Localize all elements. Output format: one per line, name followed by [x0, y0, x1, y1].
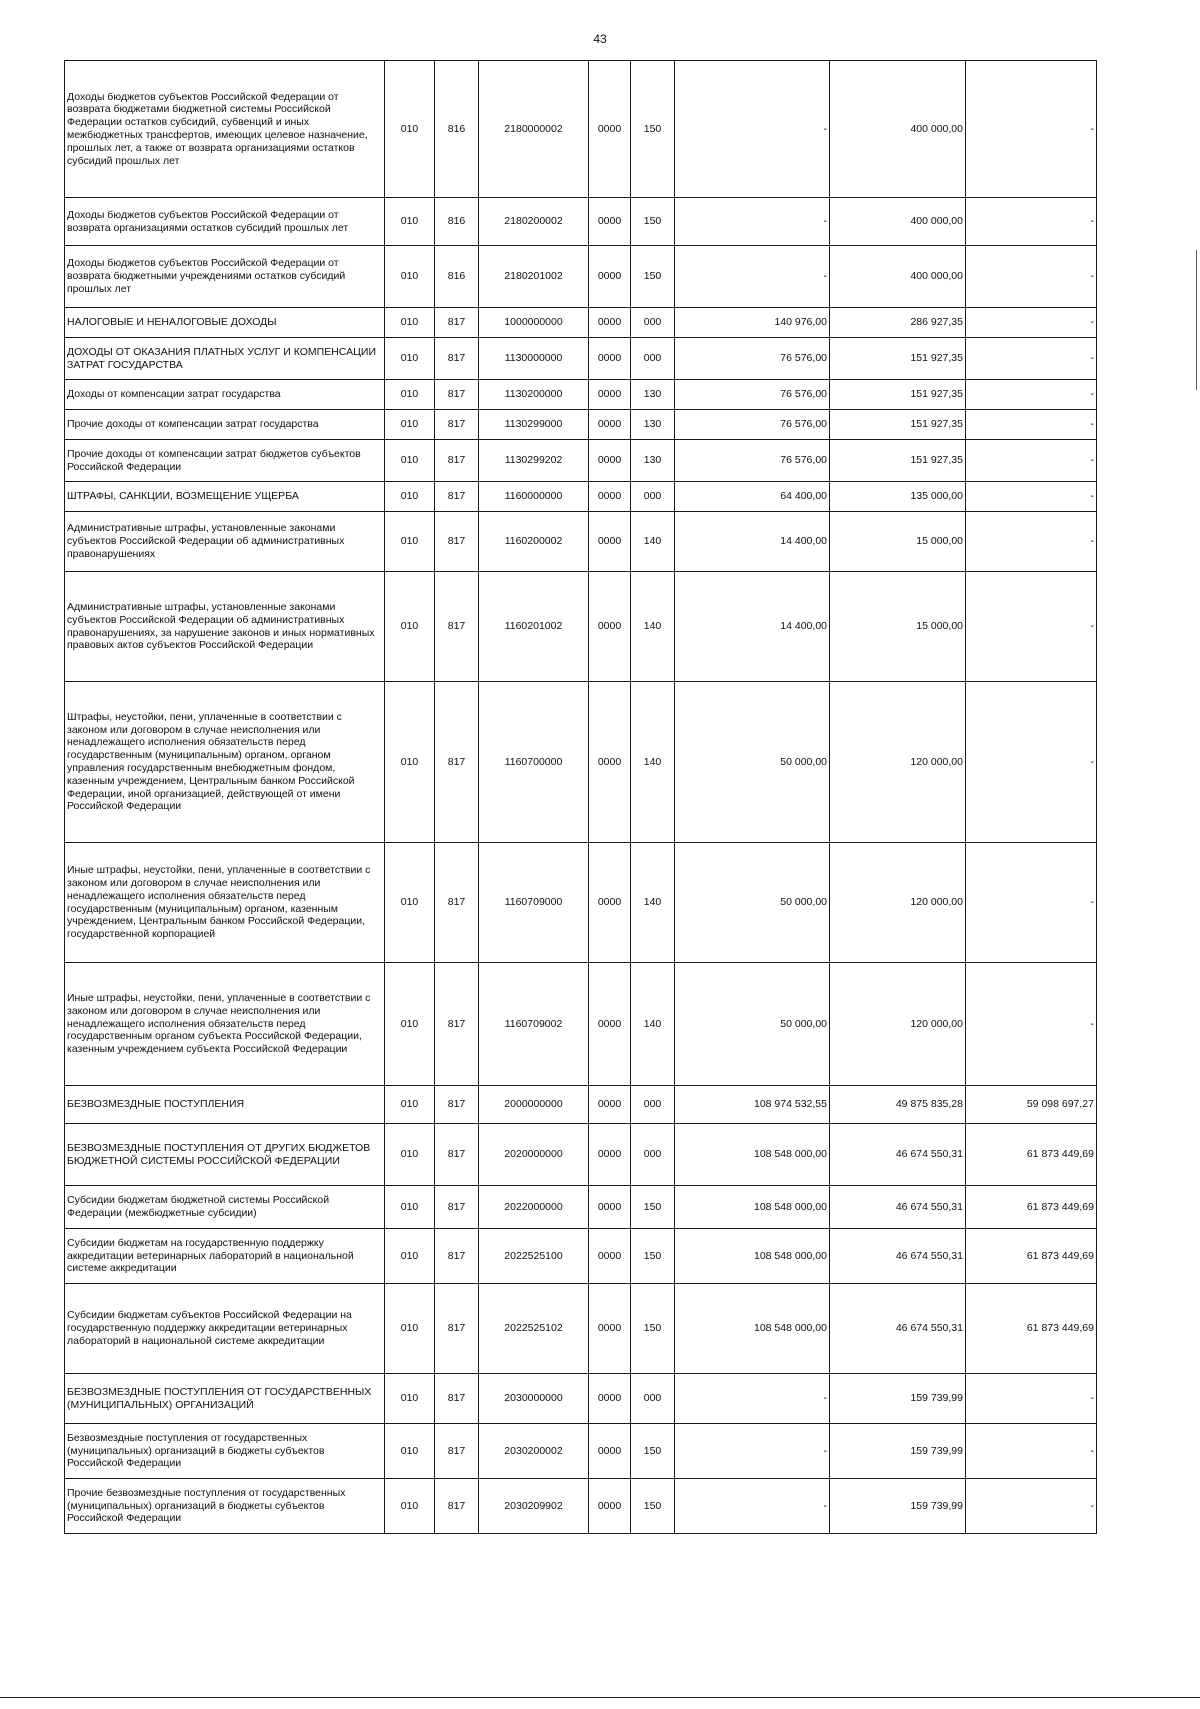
amount-cell-3: - [966, 61, 1097, 198]
amount-cell-1: 108 548 000,00 [675, 1124, 830, 1186]
code-cell-5: 150 [631, 61, 675, 198]
table-body [65, 61, 1097, 1534]
amount-cell-3: 61 873 449,69 [966, 1124, 1097, 1186]
code-cell-3: 2022525100 [479, 1229, 589, 1284]
row-name: Прочие доходы от компенсации затрат государства [65, 410, 385, 440]
row-name: Субсидии бюджетам бюджетной системы Российской Федерации (межбюджетные субсидии) [65, 1186, 385, 1229]
amount-cell-3: - [966, 482, 1097, 512]
amount-cell-1: - [675, 61, 830, 198]
code-cell-2: 817 [435, 1124, 479, 1186]
code-cell-5: 140 [631, 572, 675, 682]
amount-cell-3: 61 873 449,69 [966, 1229, 1097, 1284]
code-cell-1: 010 [385, 1479, 435, 1534]
code-cell-3: 2030209902 [479, 1479, 589, 1534]
row-name: ДОХОДЫ ОТ ОКАЗАНИЯ ПЛАТНЫХ УСЛУГ И КОМПЕНСАЦИИ ЗАТРАТ ГОСУДАРСТВА [65, 338, 385, 380]
amount-cell-2: 120 000,00 [830, 682, 966, 843]
amount-cell-3: - [966, 246, 1097, 308]
amount-cell-3: - [966, 410, 1097, 440]
amount-cell-1: 50 000,00 [675, 843, 830, 963]
code-cell-5: 130 [631, 440, 675, 482]
code-cell-5: 150 [631, 1479, 675, 1534]
code-cell-1: 010 [385, 308, 435, 338]
amount-cell-3: - [966, 1374, 1097, 1424]
table-row [65, 410, 1097, 440]
row-name: ШТРАФЫ, САНКЦИИ, ВОЗМЕЩЕНИЕ УЩЕРБА [65, 482, 385, 512]
table-row [65, 380, 1097, 410]
code-cell-2: 817 [435, 963, 479, 1086]
code-cell-1: 010 [385, 1124, 435, 1186]
code-cell-3: 2030000000 [479, 1374, 589, 1424]
code-cell-2: 817 [435, 572, 479, 682]
code-cell-1: 010 [385, 1229, 435, 1284]
code-cell-1: 010 [385, 963, 435, 1086]
amount-cell-1: 140 976,00 [675, 308, 830, 338]
table-row [65, 1124, 1097, 1186]
code-cell-3: 2180200002 [479, 198, 589, 246]
code-cell-2: 817 [435, 1086, 479, 1124]
code-cell-4: 0000 [589, 512, 631, 572]
code-cell-1: 010 [385, 682, 435, 843]
amount-cell-1: 108 548 000,00 [675, 1186, 830, 1229]
row-name: Доходы бюджетов субъектов Российской Федерации от возврата бюджетами бюджетной системы Российской Федерации остатков субсидий, субвенций и иных межбюджетных трансфертов, имеющих целевое назначение, прошлых лет, а также от возврата организациями остатков субсидий прошлых лет [65, 61, 385, 198]
row-name: Безвозмездные поступления от государственных (муниципальных) организаций в бюджеты субъектов Российской Федерации [65, 1424, 385, 1479]
amount-cell-1: 76 576,00 [675, 380, 830, 410]
amount-cell-2: 135 000,00 [830, 482, 966, 512]
row-name: БЕЗВОЗМЕЗДНЫЕ ПОСТУПЛЕНИЯ ОТ ГОСУДАРСТВЕННЫХ (МУНИЦИПАЛЬНЫХ) ОРГАНИЗАЦИЙ [65, 1374, 385, 1424]
code-cell-3: 1000000000 [479, 308, 589, 338]
row-name: Административные штрафы, установленные законами субъектов Российской Федерации об административных правонарушениях, за нарушение законов и иных нормативных правовых актов субъектов Российской Федерации [65, 572, 385, 682]
table-row [65, 512, 1097, 572]
code-cell-5: 130 [631, 380, 675, 410]
code-cell-2: 817 [435, 682, 479, 843]
amount-cell-3: - [966, 338, 1097, 380]
table-row [65, 482, 1097, 512]
row-name: БЕЗВОЗМЕЗДНЫЕ ПОСТУПЛЕНИЯ [65, 1086, 385, 1124]
code-cell-3: 2022525102 [479, 1284, 589, 1374]
table-row [65, 963, 1097, 1086]
table-row [65, 1479, 1097, 1534]
table-row [65, 1186, 1097, 1229]
code-cell-2: 817 [435, 1424, 479, 1479]
amount-cell-3: - [966, 843, 1097, 963]
row-name: Субсидии бюджетам на государственную поддержку аккредитации ветеринарных лабораторий в национальной системе аккредитации [65, 1229, 385, 1284]
code-cell-1: 010 [385, 61, 435, 198]
page-bottom-border [0, 1697, 1200, 1698]
table-row [65, 440, 1097, 482]
code-cell-3: 1160201002 [479, 572, 589, 682]
code-cell-1: 010 [385, 572, 435, 682]
table-row [65, 1229, 1097, 1284]
amount-cell-1: - [675, 198, 830, 246]
code-cell-3: 2180000002 [479, 61, 589, 198]
code-cell-4: 0000 [589, 482, 631, 512]
code-cell-3: 1130000000 [479, 338, 589, 380]
amount-cell-2: 151 927,35 [830, 380, 966, 410]
code-cell-3: 1130299202 [479, 440, 589, 482]
table-row [65, 1086, 1097, 1124]
code-cell-3: 2022000000 [479, 1186, 589, 1229]
code-cell-4: 0000 [589, 1124, 631, 1186]
amount-cell-1: 64 400,00 [675, 482, 830, 512]
amount-cell-1: 14 400,00 [675, 512, 830, 572]
amount-cell-2: 151 927,35 [830, 338, 966, 380]
code-cell-4: 0000 [589, 963, 631, 1086]
amount-cell-1: 50 000,00 [675, 963, 830, 1086]
amount-cell-3: - [966, 308, 1097, 338]
amount-cell-3: - [966, 380, 1097, 410]
code-cell-1: 010 [385, 482, 435, 512]
code-cell-5: 150 [631, 1284, 675, 1374]
code-cell-4: 0000 [589, 572, 631, 682]
amount-cell-2: 400 000,00 [830, 61, 966, 198]
code-cell-5: 000 [631, 1124, 675, 1186]
amount-cell-2: 159 739,99 [830, 1374, 966, 1424]
amount-cell-2: 286 927,35 [830, 308, 966, 338]
code-cell-4: 0000 [589, 1229, 631, 1284]
code-cell-3: 1160200002 [479, 512, 589, 572]
amount-cell-2: 400 000,00 [830, 246, 966, 308]
amount-cell-2: 49 875 835,28 [830, 1086, 966, 1124]
code-cell-2: 817 [435, 1229, 479, 1284]
code-cell-1: 010 [385, 198, 435, 246]
code-cell-3: 2000000000 [479, 1086, 589, 1124]
code-cell-2: 817 [435, 1479, 479, 1534]
amount-cell-3: - [966, 682, 1097, 843]
code-cell-3: 1160700000 [479, 682, 589, 843]
amount-cell-2: 120 000,00 [830, 963, 966, 1086]
code-cell-2: 816 [435, 61, 479, 198]
code-cell-5: 140 [631, 512, 675, 572]
amount-cell-3: 61 873 449,69 [966, 1186, 1097, 1229]
row-name: Доходы бюджетов субъектов Российской Федерации от возврата организациями остатков субсидий прошлых лет [65, 198, 385, 246]
amount-cell-2: 151 927,35 [830, 440, 966, 482]
row-name: Доходы бюджетов субъектов Российской Федерации от возврата бюджетными учреждениями остатков субсидий прошлых лет [65, 246, 385, 308]
table-row [65, 1424, 1097, 1479]
code-cell-5: 000 [631, 1086, 675, 1124]
code-cell-3: 1160000000 [479, 482, 589, 512]
amount-cell-1: - [675, 1374, 830, 1424]
code-cell-5: 000 [631, 1374, 675, 1424]
table-row [65, 338, 1097, 380]
amount-cell-2: 46 674 550,31 [830, 1284, 966, 1374]
table-row [65, 1374, 1097, 1424]
revenue-table [64, 60, 1097, 1534]
code-cell-1: 010 [385, 338, 435, 380]
row-name: Штрафы, неустойки, пени, уплаченные в соответствии с законом или договором в случае неисполнения или ненадлежащего исполнения обязательств перед государственным (муниципальным) органом, органом управления государственным внебюджетным фондом, казенным учреждением, Центральным банком Российской Федерации, иной организацией, действующей от имени Российской Федерации [65, 682, 385, 843]
amount-cell-3: - [966, 963, 1097, 1086]
code-cell-4: 0000 [589, 1086, 631, 1124]
table-row [65, 308, 1097, 338]
code-cell-4: 0000 [589, 1424, 631, 1479]
row-name: НАЛОГОВЫЕ И НЕНАЛОГОВЫЕ ДОХОДЫ [65, 308, 385, 338]
amount-cell-1: - [675, 1479, 830, 1534]
amount-cell-1: 76 576,00 [675, 338, 830, 380]
code-cell-5: 150 [631, 1424, 675, 1479]
code-cell-4: 0000 [589, 246, 631, 308]
code-cell-2: 817 [435, 410, 479, 440]
table-row [65, 198, 1097, 246]
row-name: Прочие доходы от компенсации затрат бюджетов субъектов Российской Федерации [65, 440, 385, 482]
code-cell-4: 0000 [589, 440, 631, 482]
code-cell-1: 010 [385, 1186, 435, 1229]
amount-cell-1: - [675, 246, 830, 308]
code-cell-4: 0000 [589, 843, 631, 963]
code-cell-2: 817 [435, 512, 479, 572]
amount-cell-1: 108 548 000,00 [675, 1284, 830, 1374]
code-cell-2: 817 [435, 338, 479, 380]
code-cell-3: 2030200002 [479, 1424, 589, 1479]
code-cell-3: 1160709000 [479, 843, 589, 963]
amount-cell-1: 76 576,00 [675, 410, 830, 440]
code-cell-4: 0000 [589, 1284, 631, 1374]
amount-cell-2: 46 674 550,31 [830, 1186, 966, 1229]
code-cell-3: 2180201002 [479, 246, 589, 308]
row-name: Иные штрафы, неустойки, пени, уплаченные в соответствии с законом или договором в случае неисполнения или ненадлежащего исполнения обязательств перед государственным (муниципальным) органом, казенным учреждением, Центральным банком Российской Федерации, государственной корпорацией [65, 843, 385, 963]
code-cell-4: 0000 [589, 380, 631, 410]
code-cell-4: 0000 [589, 61, 631, 198]
code-cell-5: 000 [631, 308, 675, 338]
code-cell-4: 0000 [589, 338, 631, 380]
code-cell-4: 0000 [589, 198, 631, 246]
row-name: Субсидии бюджетам субъектов Российской Федерации на государственную поддержку аккредитации ветеринарных лабораторий в национальной системе аккредитации [65, 1284, 385, 1374]
amount-cell-3: - [966, 1479, 1097, 1534]
row-name: Административные штрафы, установленные законами субъектов Российской Федерации об административных правонарушениях [65, 512, 385, 572]
code-cell-5: 150 [631, 1229, 675, 1284]
code-cell-2: 817 [435, 1186, 479, 1229]
table-row [65, 843, 1097, 963]
table-row [65, 61, 1097, 198]
code-cell-4: 0000 [589, 308, 631, 338]
table-row [65, 682, 1097, 843]
amount-cell-2: 400 000,00 [830, 198, 966, 246]
code-cell-3: 1160709002 [479, 963, 589, 1086]
amount-cell-3: 59 098 697,27 [966, 1086, 1097, 1124]
code-cell-5: 000 [631, 482, 675, 512]
amount-cell-2: 159 739,99 [830, 1479, 966, 1534]
amount-cell-2: 15 000,00 [830, 512, 966, 572]
code-cell-4: 0000 [589, 1374, 631, 1424]
row-name: Иные штрафы, неустойки, пени, уплаченные в соответствии с законом или договором в случае неисполнения или ненадлежащего исполнения обязательств перед государственным органом субъекта Российской Федерации, казенным учреждением субъекта Российской Федерации [65, 963, 385, 1086]
row-name: Доходы от компенсации затрат государства [65, 380, 385, 410]
code-cell-1: 010 [385, 380, 435, 410]
code-cell-1: 010 [385, 410, 435, 440]
amount-cell-2: 15 000,00 [830, 572, 966, 682]
code-cell-1: 010 [385, 246, 435, 308]
amount-cell-3: - [966, 198, 1097, 246]
code-cell-4: 0000 [589, 682, 631, 843]
code-cell-2: 817 [435, 482, 479, 512]
code-cell-2: 816 [435, 198, 479, 246]
code-cell-5: 140 [631, 843, 675, 963]
code-cell-5: 140 [631, 963, 675, 1086]
amount-cell-2: 159 739,99 [830, 1424, 966, 1479]
amount-cell-1: - [675, 1424, 830, 1479]
code-cell-2: 817 [435, 1374, 479, 1424]
code-cell-2: 817 [435, 380, 479, 410]
code-cell-5: 150 [631, 246, 675, 308]
code-cell-2: 817 [435, 440, 479, 482]
table-row [65, 246, 1097, 308]
amount-cell-3: - [966, 512, 1097, 572]
amount-cell-1: 50 000,00 [675, 682, 830, 843]
code-cell-4: 0000 [589, 1479, 631, 1534]
code-cell-1: 010 [385, 1086, 435, 1124]
page-edge-mark [1196, 250, 1197, 390]
code-cell-1: 010 [385, 1284, 435, 1374]
code-cell-1: 010 [385, 1424, 435, 1479]
amount-cell-3: - [966, 1424, 1097, 1479]
code-cell-1: 010 [385, 512, 435, 572]
code-cell-2: 817 [435, 308, 479, 338]
code-cell-5: 000 [631, 338, 675, 380]
code-cell-3: 2020000000 [479, 1124, 589, 1186]
amount-cell-3: - [966, 440, 1097, 482]
row-name: Прочие безвозмездные поступления от государственных (муниципальных) организаций в бюджеты субъектов Российской Федерации [65, 1479, 385, 1534]
code-cell-4: 0000 [589, 410, 631, 440]
amount-cell-3: - [966, 572, 1097, 682]
amount-cell-2: 46 674 550,31 [830, 1124, 966, 1186]
row-name: БЕЗВОЗМЕЗДНЫЕ ПОСТУПЛЕНИЯ ОТ ДРУГИХ БЮДЖЕТОВ БЮДЖЕТНОЙ СИСТЕМЫ РОССИЙСКОЙ ФЕДЕРАЦИИ [65, 1124, 385, 1186]
code-cell-4: 0000 [589, 1186, 631, 1229]
code-cell-2: 816 [435, 246, 479, 308]
code-cell-3: 1130299000 [479, 410, 589, 440]
code-cell-1: 010 [385, 843, 435, 963]
code-cell-5: 140 [631, 682, 675, 843]
amount-cell-1: 76 576,00 [675, 440, 830, 482]
code-cell-2: 817 [435, 1284, 479, 1374]
amount-cell-2: 120 000,00 [830, 843, 966, 963]
table-row [65, 1284, 1097, 1374]
code-cell-5: 150 [631, 198, 675, 246]
code-cell-1: 010 [385, 440, 435, 482]
amount-cell-3: 61 873 449,69 [966, 1284, 1097, 1374]
code-cell-2: 817 [435, 843, 479, 963]
amount-cell-1: 108 548 000,00 [675, 1229, 830, 1284]
page-number: 43 [593, 32, 607, 46]
code-cell-5: 150 [631, 1186, 675, 1229]
code-cell-5: 130 [631, 410, 675, 440]
amount-cell-1: 108 974 532,55 [675, 1086, 830, 1124]
amount-cell-1: 14 400,00 [675, 572, 830, 682]
amount-cell-2: 46 674 550,31 [830, 1229, 966, 1284]
code-cell-1: 010 [385, 1374, 435, 1424]
table-row [65, 572, 1097, 682]
code-cell-3: 1130200000 [479, 380, 589, 410]
amount-cell-2: 151 927,35 [830, 410, 966, 440]
